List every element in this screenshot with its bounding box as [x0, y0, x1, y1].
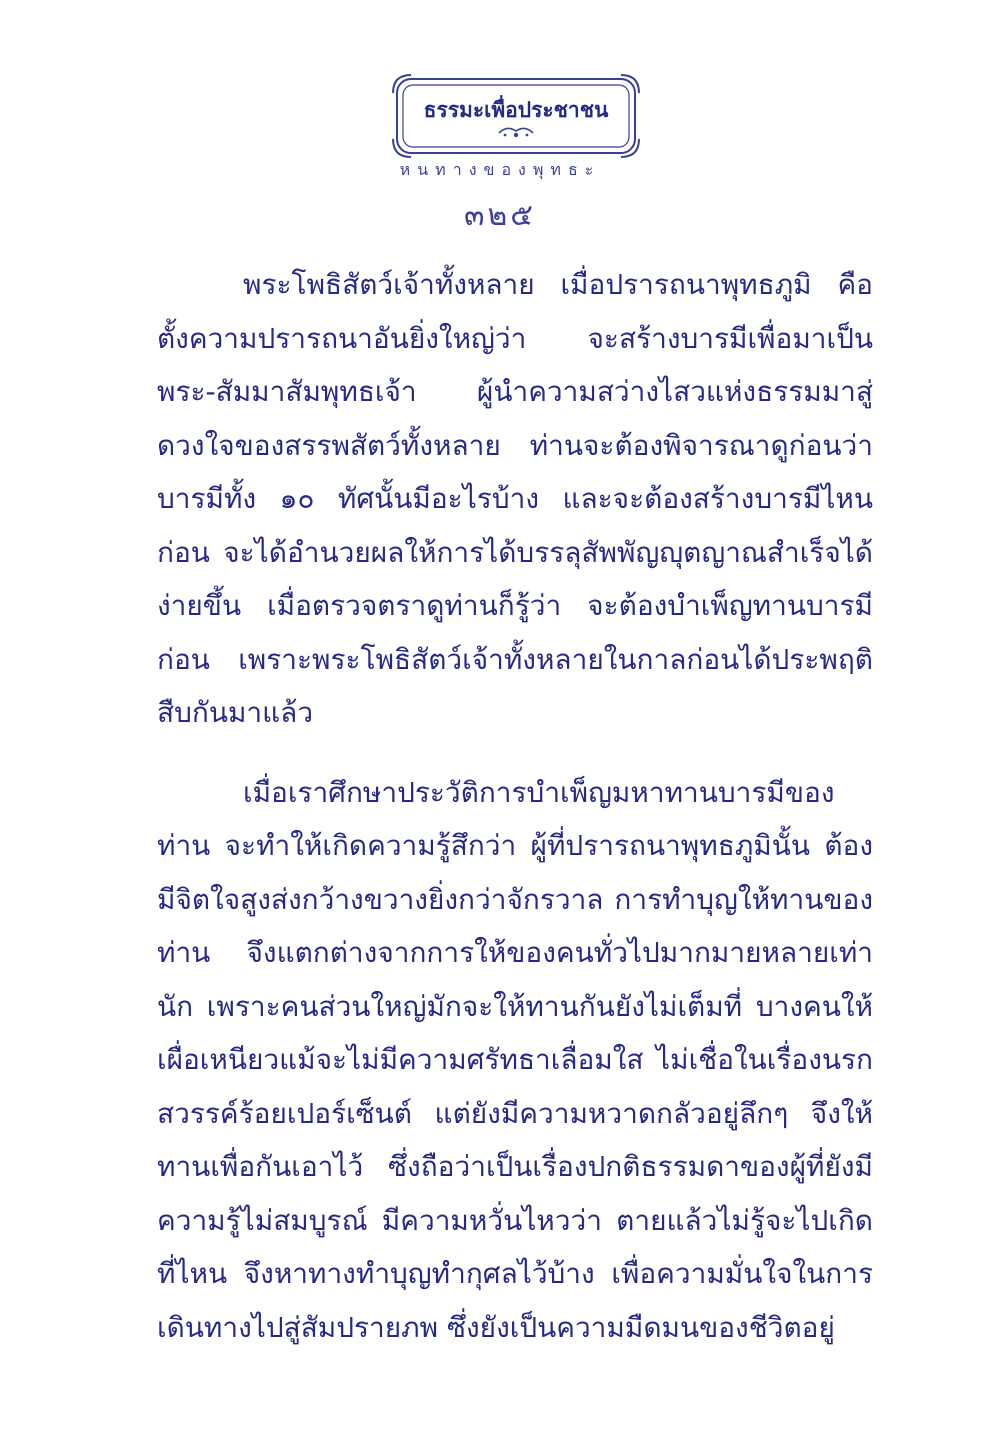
page-header [0, 0, 1000, 240]
body-text [157, 258, 873, 1354]
logo-text: ธรรมะเพื่อประชาชน [423, 98, 609, 122]
logo-frame [391, 73, 641, 159]
page-number: ๓๒๕ [464, 198, 536, 233]
logo-badge [391, 73, 641, 159]
book-subtitle: หนทางของพุทธะ [399, 160, 601, 179]
paragraph-1: พระโพธิสัตว์เจ้าทั้งหลาย เมื่อปรารถนาพุทธภูมิ คือ ตั้งความปรารถนาอันยิ่งใหญ่ว่า จะสร้างบารมีเพื่อมาเป็นพระ-สัมมาสัมพุทธเจ้า ผู้นำความสว่างไสวแห่งธรรมมาสู่ดวงใจของสรรพสัตว์ทั้งหลาย ท่านจะต้องพิจารณาดูก่อนว่า บารมีทั้ง ๑๐ ทัศนั้นมีอะไรบ้าง และจะต้องสร้างบารมีไหนก่อน จะได้อำนวยผลให้การได้บรรลุสัพพัญญุตญาณสำเร็จได้ง่ายขึ้น เมื่อตรวจตราดูท่านก็รู้ว่า จะต้องบำเพ็ญทานบารมีก่อน เพราะพระโพธิสัตว์เจ้าทั้งหลายในกาลก่อนได้ประพฤติสืบกันมาแล้ว [157, 268, 873, 729]
paragraph-2: เมื่อเราศึกษาประวัติการบำเพ็ญมหาทานบารมีของท่าน จะทำให้เกิดความรู้สึกว่า ผู้ที่ปรารถนาพุทธภูมินั้น ต้องมีจิตใจสูงส่งกว้างขวางยิ่งกว่าจักรวาล การทำบุญให้ทานของท่าน จึงแตกต่างจากการให้ของคนทั่วไปมากมายหลายเท่านัก เพราะคนส่วนใหญ่มักจะให้ทานกันยังไม่เต็มที่ บางคนให้เผื่อเหนียวแม้จะไม่มีความศรัทธาเลื่อมใส ไม่เชื่อในเรื่องนรกสวรรค์ร้อยเปอร์เซ็นต์ แต่ยังมีความหวาดกลัวอยู่ลึกๆ จึงให้ทานเพื่อกันเอาไว้ ซึ่งถือว่าเป็นเรื่องปกติธรรมดาของผู้ที่ยังมีความรู้ไม่สมบูรณ์ มีความหวั่นไหวว่า ตายแล้วไม่รู้จะไปเกิดที่ไหน จึงหาทางทำบุญทำกุศลไว้บ้าง เพื่อความมั่นใจในการเดินทางไปสู่สัมปรายภพ ซึ่งยังเป็นความมืดมนของชีวิตอยู่ [157, 775, 873, 1344]
